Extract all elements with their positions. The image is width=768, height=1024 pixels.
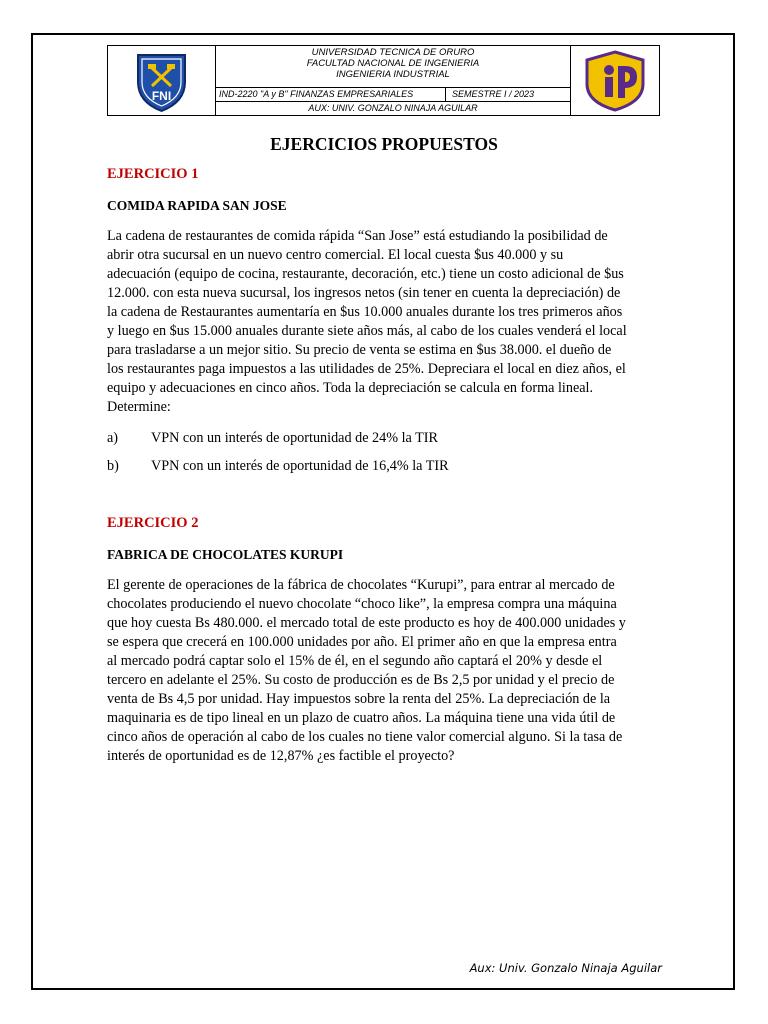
paragraph-line: equipo y adecuaciones en cinco años. Toda la depreciación se calcula en forma lineal.: [107, 380, 594, 396]
paragraph-line: venta de Bs 4,5 por unidad. Hay impuestos sobre la renta del 25%. La depreciación de la: [107, 691, 611, 707]
paragraph-line: tercero en adelante el 25%. Su costo de producción es de Bs 2,5 por unidad y el precio de: [107, 672, 615, 688]
fni-shield-icon: [108, 46, 215, 115]
exercise-2-subtitle: FABRICA DE CHOCOLATES KURUPI: [107, 547, 344, 562]
paragraph-line: adecuación (equipo de cocina, restaurante, decoración, etc.) tiene un costo adicional de $us: [107, 266, 624, 282]
paragraph-line: maquinaria es de tipo lineal en un plazo de cuatro años. La máquina tiene una vida útil de: [107, 710, 616, 726]
header-text-block: [215, 46, 571, 115]
item-letter: a): [107, 430, 119, 446]
paragraph-line: al mercado podrá captar solo el 15% de él, en el segundo año captará el 20% y desde el: [107, 653, 603, 669]
semester: SEMESTRE I / 2023: [445, 88, 573, 101]
paragraph-line: para trasladarse a un mejor sitio. Su precio de venta se estima en $us 38.000. el dueño de: [107, 342, 612, 358]
document-title: EJERCICIOS PROPUESTOS: [270, 134, 498, 154]
paragraph-line: La cadena de restaurantes de comida rápida “San Jose” está estudiando la posibilidad de: [107, 228, 608, 244]
paragraph-line: y luego en $us 15.000 anuales durante siete años más, al cabo de los cuales venderá el local: [107, 323, 627, 339]
paragraph-line: abrir otra sucursal en un nuevo centro comercial. El local cuesta $us 40.000 y su: [107, 247, 564, 263]
footer-author: Aux: Univ. Gonzalo Ninaja Aguilar: [469, 961, 662, 975]
document-header: [107, 45, 660, 116]
career-name: INGENIERIA INDUSTRIAL: [336, 69, 450, 80]
faculty-name: FACULTAD NACIONAL DE INGENIERIA: [306, 58, 480, 69]
paragraph-line: cinco años de operación al cabo de los cuales no tiene valor comercial alguno. Si la tasa de: [107, 729, 623, 745]
paragraph-line: Determine:: [107, 399, 171, 415]
paragraph-line: que hoy cuesta Bs 480.000. el mercado total de este producto es hoy de 400.000 unidades y: [107, 615, 626, 631]
aux-name: AUX: UNIV. GONZALO NINAJA AGUILAR: [308, 103, 478, 113]
paragraph-line: El gerente de operaciones de la fábrica de chocolates “Kurupi”, para entrar al mercado de: [107, 577, 615, 593]
item-letter: b): [107, 458, 119, 474]
paragraph-line: interés de oportunidad es de 12,87% ¿es factible el proyecto?: [107, 748, 455, 764]
paragraph-line: se espera que crecerá en 100.000 unidades por año. El primer año en que la empresa entra: [107, 634, 617, 650]
paragraph-line: chocolates produciendo el nuevo chocolate “choco like”, la empresa compra una máquina: [107, 596, 617, 612]
exercise-2-heading: EJERCICIO 2: [107, 515, 199, 531]
paragraph-line: 12.000. con esta nueva sucursal, los ingresos netos (sin tener en cuenta la depreciación) de: [107, 285, 621, 301]
svg-text:FNI: FNI: [151, 89, 172, 103]
exercise-2-paragraph: [107, 576, 660, 766]
fni-logo-cell: [108, 46, 216, 115]
exercise-1-subtitle: COMIDA RAPIDA SAN JOSE: [107, 198, 287, 213]
item-text: VPN con un interés de oportunidad de 16,4% la TIR: [151, 458, 449, 474]
university-name: UNIVERSIDAD TECNICA DE ORURO: [311, 47, 475, 58]
course-row: [215, 87, 571, 101]
item-text: VPN con un interés de oportunidad de 24% la TIR: [151, 430, 438, 446]
ip-logo-cell: [570, 46, 659, 115]
course-name: IND-2220 "A y B" FINANZAS EMPRESARIALES: [219, 89, 414, 99]
exercise-1-paragraph: [107, 227, 660, 417]
exercise-1-heading: EJERCICIO 1: [107, 166, 199, 182]
aux-row: [215, 101, 571, 115]
paragraph-line: los restaurantes paga impuestos a las utilidades de 25%. Depreciara el local en diez años, el: [107, 361, 626, 377]
ip-badge-icon: [571, 46, 659, 115]
paragraph-line: la cadena de Restaurantes aumentaría en $us 10.000 anuales durante los tres primeros años: [107, 304, 623, 320]
